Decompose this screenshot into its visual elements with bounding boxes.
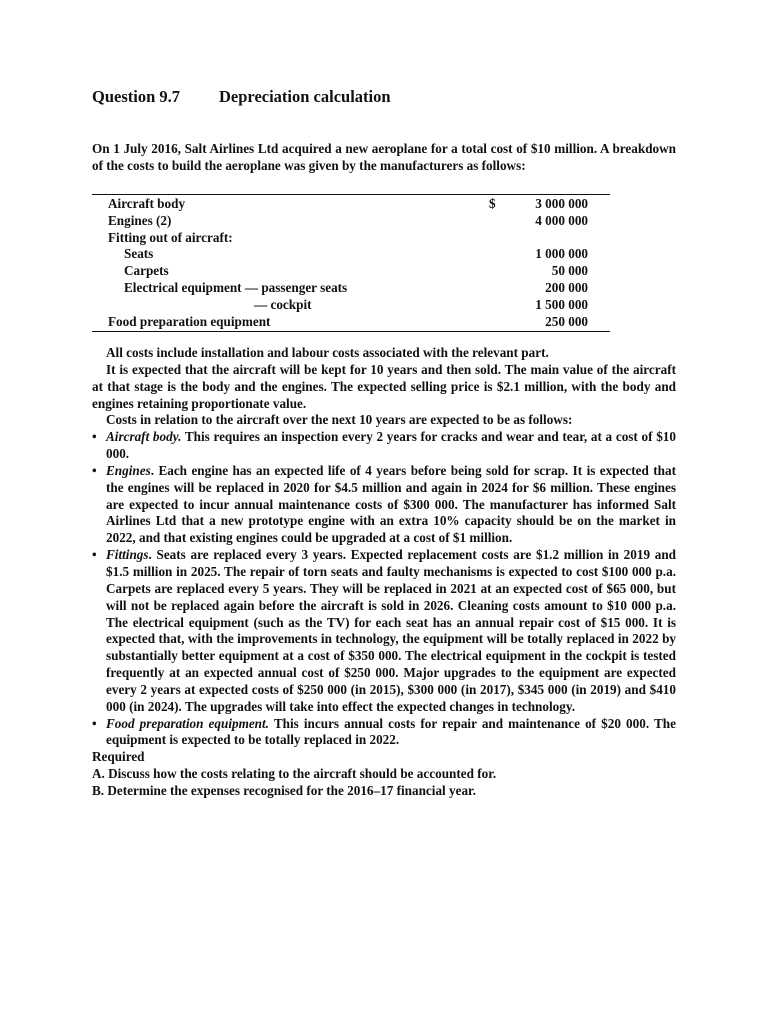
- table-row: [92, 314, 610, 331]
- bullet-text: This requires an inspection every 2 years for cracks and wear and tear, at a cost of $10 000.: [106, 429, 676, 462]
- row-label: Carpets: [124, 263, 169, 279]
- required-heading: Required: [92, 749, 145, 765]
- body-paragraph: All costs include installation and labour costs associated with the relevant part.: [106, 345, 549, 360]
- bullet-icon: •: [92, 547, 97, 563]
- bullet-icon: •: [92, 715, 97, 731]
- row-amount: 3 000 000: [535, 196, 588, 211]
- required-item: B. Determine the expenses recognised for the 2016–17 financial year.: [92, 782, 476, 798]
- row-amount: 1 500 000: [535, 296, 588, 312]
- question-body: [92, 345, 676, 800]
- table-row: [92, 280, 610, 297]
- bullet-icon: •: [92, 462, 97, 478]
- row-amount: 1 000 000: [535, 246, 588, 262]
- bullet-heading: Food preparation equipment.: [106, 715, 269, 731]
- bullet-heading: Engines: [106, 462, 151, 478]
- row-label: Seats: [124, 246, 154, 262]
- bullet-icon: •: [92, 429, 97, 445]
- table-row: [92, 263, 610, 280]
- bullet-text: This incurs annual costs for repair and maintenance of $20 000. The equipment is expected to be totally replaced in 2022.: [106, 715, 676, 748]
- bullet-text: . Each engine has an expected life of 4 years before being sold for scrap. It is expected that the engines will be replaced in 2020 for $4.5 million and again in 2024 for $6 million. These engines are expected to incur annual maintenance costs of $300 000. The manufacturer has informed Salt Airlines Ltd that a new prototype engine with an extra 10% capacity should be on the market in 2022, and that existing engines could be upgraded at a cost of $1 million.: [106, 462, 676, 546]
- row-amount: 250 000: [545, 313, 588, 329]
- row-label: — cockpit: [254, 296, 312, 312]
- bullet-text: . Seats are replaced every 3 years. Expected replacement costs are $1.2 million in 2019 and $1.5 million in 2025. The repair of torn seats and faulty mechanisms is expected to cost $100 000 p.a. Carpets are replaced every 5 years. They will be replaced in 2021 at an expected cost of $65 000, but will not be replaced again before the aircraft is sold in 2026. Cleaning costs amount to $10 000 p.a. The electrical equipment (such as the TV) for each seat has an annual repair cost of $15 000. It is expected that, with the improvements in technology, the equipment will be totally replaced in 2022 by substantially better equipment at a cost of $350 000. The electrical equipment in the cockpit is tested frequently at an expected annual cost of $250 000. Major upgrades to the equipment are expected every 2 years at expected costs of $250 000 (in 2015), $300 000 (in 2017), $345 000 (in 2019) and $410 000 (in 2024). The upgrades will take into effect the expected changes in technology.: [106, 547, 676, 714]
- cost-bullet-list: [92, 429, 676, 749]
- table-row: [92, 213, 610, 230]
- row-label: Fitting out of aircraft:: [108, 229, 233, 245]
- bullet-heading: Fittings: [106, 547, 149, 563]
- body-paragraph: Costs in relation to the aircraft over the next 10 years are expected to be as follows:: [106, 412, 573, 428]
- table-row: [92, 230, 610, 247]
- question-number: Question 9.7: [92, 87, 181, 106]
- table-row: [92, 297, 610, 314]
- question-heading: [92, 87, 391, 107]
- row-label: Electrical equipment — passenger seats: [124, 279, 348, 295]
- table-row: [92, 196, 610, 213]
- currency-symbol: $: [489, 196, 496, 211]
- required-item: A. Discuss how the costs relating to the aircraft should be accounted for.: [92, 766, 497, 782]
- list-item: [92, 463, 676, 547]
- row-amount: 50 000: [551, 263, 588, 279]
- row-amount: 4 000 000: [535, 212, 588, 228]
- question-title: Depreciation calculation: [219, 87, 391, 106]
- cost-breakdown-table: [92, 194, 610, 332]
- row-amount: 200 000: [545, 279, 588, 295]
- body-paragraph: It is expected that the aircraft will be kept for 10 years and then sold. The main value of the aircraft at that stage is the body and the engines. The expected selling price is $2.1 million, with the body and engines retaining proportionate value.: [92, 361, 676, 411]
- row-label: Engines (2): [108, 212, 172, 228]
- row-label: Aircraft body: [108, 196, 186, 211]
- list-item: [92, 547, 676, 715]
- list-item: [92, 716, 676, 750]
- bullet-heading: Aircraft body.: [106, 429, 182, 445]
- list-item: [92, 429, 676, 463]
- table-row: [92, 246, 610, 263]
- row-label: Food preparation equipment: [108, 313, 271, 329]
- required-section: [92, 749, 676, 800]
- intro-paragraph: On 1 July 2016, Salt Airlines Ltd acquired a new aeroplane for a total cost of $10 million. A breakdown of the costs to build the aeroplane was given by the manufacturers as follows:: [92, 141, 676, 174]
